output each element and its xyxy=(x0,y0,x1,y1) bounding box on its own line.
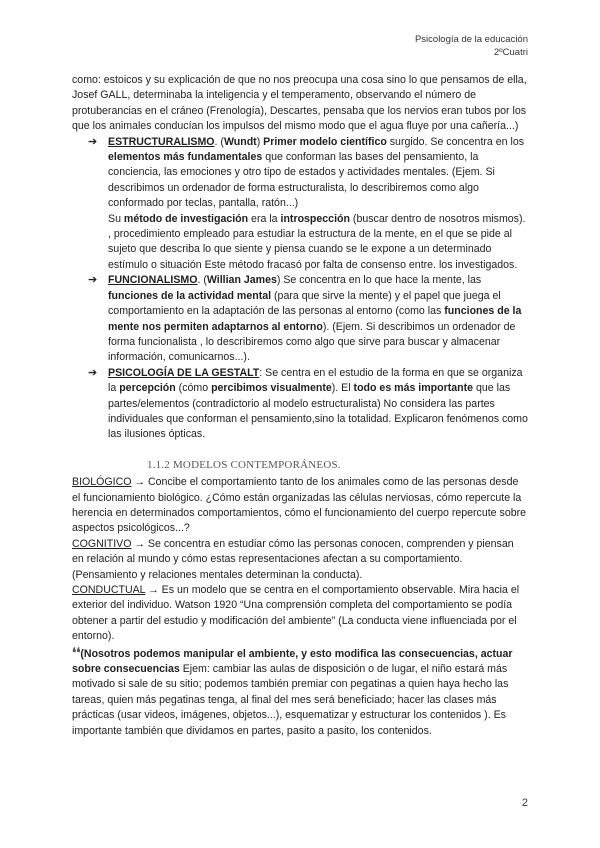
cognitivo-paragraph: COGNITIVO → Se concentra en estudiar cómo las personas conocen, comprenden y piensan en relación al mundo y cómo estas representaciones afectan a su comportamiento. (Pensamiento y relaciones mentales determinan la conducta). xyxy=(72,537,514,581)
author-wundt: Wundt xyxy=(223,135,257,148)
arrow-icon: ➔ xyxy=(88,366,98,379)
biologico-paragraph: BIOLÓGICO → Concibe el comportamiento tanto de los animales como de las personas desde el funcionamiento biológico. ¿Cómo están organizadas las células nerviosas, cómo repercute la herencia en determinados comportamientos, cómo el funcionamiento del cuerpo repercute sobre aspectos psicológicos...? xyxy=(72,476,527,535)
cognitivo-label: COGNITIVO xyxy=(72,537,132,550)
bullet-estructuralismo: ➔ ESTRUCTURALISMO. (Wundt) Primer modelo científico surgido. Se concentra en los elementos más fundamentales que conforman las bases del pensamiento, la conciencia, las emociones y otro tipo de estados y actividades mentales. (Ejem. Si describimos un ordenador de forma estructuralista, lo describiremos como algo conformado por teclas, pantalla, ratón...) xyxy=(88,135,525,210)
conductual-paragraph: CONDUCTUAL → Es un modelo que se centra en el comportamiento observable. Mira hacia el exterior del individuo. Watson 1920 “Una comprensión completa del comportamiento se podía obtener a partir del estudio y modificación del ambiente” (La conducta viene influenciada por el entorno). xyxy=(72,584,520,643)
bullet-gestalt: ➔ PSICOLOGÍA DE LA GESTALT: Se centra en el estudio de la forma en que se organiza la percepción (cómo percibimos visualmente). El todo es más importante que las partes/elementos (contradictorio al modelo estructuralista) No considera las partes individuales que conforman el pensamiento,sino la totalidad. Explicaron fenómenos como las ilusiones ópticas. xyxy=(88,366,528,441)
page-header xyxy=(415,33,528,59)
arrow-icon: ➔ xyxy=(88,135,98,148)
arrow-icon: ➔ xyxy=(88,274,98,287)
biologico-label: BIOLÓGICO xyxy=(72,476,132,489)
estructuralismo-title: ESTRUCTURALISMO xyxy=(108,135,215,148)
intro-paragraph: como: estoicos y su explicación de que no nos preocupa una cosa sino lo que pensamos de ella, Josef GALL, determinaba la inteligencia y el temperamento, observando el número de protuberancias en el cráneo (Frenología), Descartes, pensaba que los nervios eran tubos por los que los animales conducían los impulsos del mismo modo que el agua fluye por una cañería...) xyxy=(72,74,527,133)
page-number: 2 xyxy=(521,797,528,809)
estructuralismo-method: Su método de investigación era la introspección (buscar dentro de nosotros mismos). , procedimiento empleado para estudiar la estructura de la mente, en el que se pide al sujeto que describa lo que siente y piensa cuando se le expone a un determinado estímulo o situación Este método fracasó por falta de consenso entre. los investigados. xyxy=(108,212,526,271)
gestalt-title: PSICOLOGÍA DE LA GESTALT xyxy=(108,366,260,379)
header-course: Psicología de la educación xyxy=(414,34,528,45)
quote-icon: ❛❛ xyxy=(72,644,81,660)
author-james: Willian James xyxy=(206,274,277,287)
bullet-funcionalismo: ➔ FUNCIONALISMO. (Willian James) Se concentra en lo que hace la mente, las funciones de la actividad mental (para que sirve la mente) y el papel que juega el comportamiento en la adaptación de las personas al entorno (como las funciones de la mente nos permiten adaptarnos al entorno). (Ejem. Si describimos un ordenador de forma funcionalista , lo describiremos como algo que sirve para buscar y almacenar información, comunicarnos...). xyxy=(88,274,522,364)
conductual-label: CONDUCTUAL xyxy=(72,584,146,596)
section-heading: 1.1.2 MODELOS CONTEMPORÁNEOS. xyxy=(147,458,341,471)
header-term: 2ºCuatri xyxy=(493,47,528,58)
quote-paragraph: ❛❛(Nosotros podemos manipular el ambiente, y esto modifica las consecuencias, actuar sobre consecuencias Ejem: cambiar las aulas de disposición o de lugar, el niño estará más motivado si sale de su sitio; podemos también premiar con pegatinas a quien haya hecho las tareas, quien más pegatinas tenga, al final del mes será beneficiado; hacer las clases más prácticas (usar videos, imágenes, objetos...), esquematizar y estructurar los contenidos ). Es importante también que dividamos en partes, pasito a pasito, los contenidos. xyxy=(72,644,513,737)
document-body xyxy=(72,73,528,739)
funcionalismo-title: FUNCIONALISMO xyxy=(108,274,198,287)
